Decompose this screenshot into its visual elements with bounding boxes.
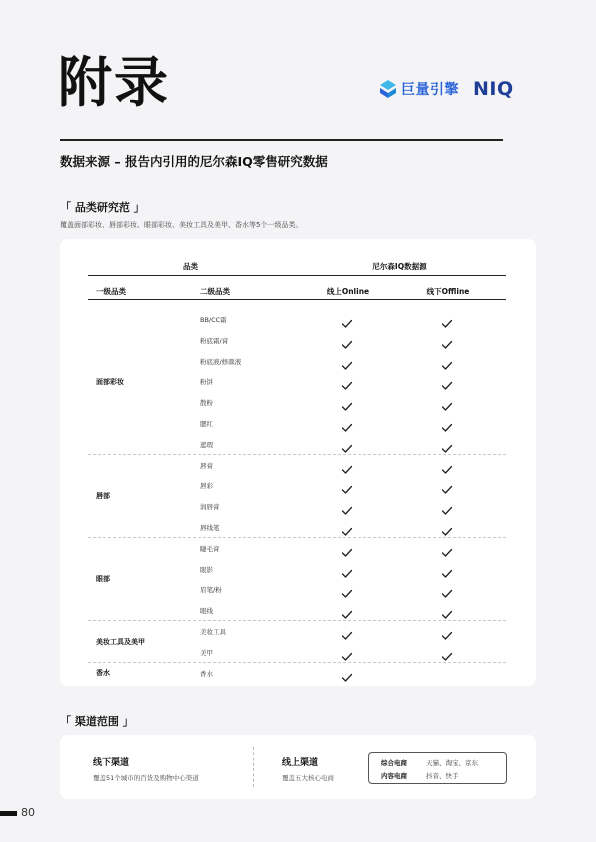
check-online-icon — [341, 356, 353, 366]
check-offline-icon — [441, 376, 453, 386]
category-section-title: 「 品类研究范 」 — [60, 201, 145, 214]
page-subtitle: 数据来源 – 报告内引用的尼尔森IQ零售研究数据 — [60, 154, 328, 169]
ecommerce-value-content: 抖音、快手 — [426, 772, 459, 780]
check-online-icon — [341, 335, 353, 345]
check-offline-icon — [441, 647, 453, 657]
check-online-icon — [341, 418, 353, 428]
category-table-card — [60, 239, 536, 686]
group-separator — [88, 662, 506, 663]
level2-category-label: 眉笔/粉 — [200, 586, 222, 595]
channel-section-title: 「 渠道范围 」 — [60, 715, 134, 728]
group-separator — [88, 454, 506, 455]
ocean-engine-logo — [378, 79, 459, 99]
check-offline-icon — [441, 356, 453, 366]
check-offline-icon — [441, 335, 453, 345]
table-col-online: 线上Online — [326, 287, 370, 296]
level2-category-label: 粉底霜/膏 — [200, 336, 229, 345]
check-online-icon — [341, 543, 353, 553]
table-col-level2: 二级品类 — [200, 287, 230, 296]
check-online-icon — [341, 647, 353, 657]
offline-channel-description: 覆盖51个城市的百货及购物中心渠道 — [93, 774, 199, 782]
table-header-category: 品类 — [183, 262, 198, 271]
level2-category-label: 唇彩 — [200, 482, 213, 491]
check-offline-icon — [441, 480, 453, 490]
level2-category-label: 香水 — [200, 669, 213, 678]
check-online-icon — [341, 626, 353, 636]
level2-category-label: 粉饼 — [200, 378, 213, 387]
check-online-icon — [341, 376, 353, 386]
online-channel-title: 线上渠道 — [282, 758, 319, 768]
channel-divider — [253, 747, 254, 787]
check-offline-icon — [441, 418, 453, 428]
group-separator — [88, 537, 506, 538]
level2-category-label: 散粉 — [200, 399, 213, 408]
level2-category-label: 美妆工具 — [200, 628, 226, 636]
level2-category-label: 遮瑕 — [200, 440, 213, 449]
check-online-icon — [341, 460, 353, 470]
level2-category-label: 腮红 — [200, 420, 213, 428]
page-number-bar — [0, 811, 17, 816]
niq-logo: NIQ — [473, 78, 514, 100]
table-col-level1: 一级品类 — [96, 287, 126, 296]
title-rule — [60, 139, 503, 141]
ocean-engine-logo-icon — [378, 79, 398, 99]
level2-category-label: 眼线 — [200, 607, 213, 616]
page-number: 80 — [21, 806, 35, 819]
check-offline-icon — [441, 543, 453, 553]
check-online-icon — [341, 314, 353, 324]
check-offline-icon — [441, 564, 453, 574]
level1-category-label: 眼部 — [96, 575, 110, 584]
level2-category-label: 眼影 — [200, 565, 213, 574]
level2-category-label: 睫毛膏 — [200, 544, 220, 553]
ocean-engine-logo-text: 巨量引擎 — [401, 82, 459, 98]
check-offline-icon — [441, 605, 453, 615]
check-online-icon — [341, 564, 353, 574]
online-channel-description: 覆盖五大核心电商 — [282, 774, 334, 782]
check-online-icon — [341, 501, 353, 511]
check-offline-icon — [441, 460, 453, 470]
ecommerce-label-general: 综合电商 — [381, 759, 407, 767]
check-offline-icon — [441, 439, 453, 449]
check-online-icon — [341, 584, 353, 594]
ecommerce-box — [368, 752, 507, 784]
check-offline-icon — [441, 501, 453, 511]
check-online-icon — [341, 522, 353, 532]
check-offline-icon — [441, 522, 453, 532]
check-offline-icon — [441, 314, 453, 324]
level2-category-label: 粉底液/修颜液 — [200, 357, 242, 366]
level1-category-label: 唇部 — [96, 492, 110, 501]
check-offline-icon — [441, 626, 453, 636]
level2-category-label: 美甲 — [200, 648, 213, 657]
level2-category-label: BB/CC霜 — [200, 316, 227, 324]
level1-category-label: 香水 — [96, 669, 110, 677]
table-column-rule — [88, 299, 506, 300]
brand-logos — [378, 78, 514, 100]
category-section-description: 覆盖面部彩妆、唇部彩妆、眼部彩妆、美妆工具及美甲、香水等5个一级品类。 — [60, 221, 303, 229]
check-online-icon — [341, 480, 353, 490]
table-header-source: 尼尔森IQ数据源 — [372, 262, 427, 271]
check-online-icon — [341, 668, 353, 678]
page-title: 附录 — [58, 51, 170, 114]
check-online-icon — [341, 605, 353, 615]
offline-channel-title: 线下渠道 — [93, 758, 130, 768]
channel-card — [60, 735, 536, 799]
level1-category-label: 美妆工具及美甲 — [96, 637, 145, 646]
check-online-icon — [341, 439, 353, 449]
table-col-offline: 线下Offline — [426, 287, 470, 296]
table-header-rule — [88, 275, 506, 276]
check-online-icon — [341, 397, 353, 407]
ecommerce-value-general: 天猫、淘宝、京东 — [426, 759, 478, 767]
group-separator — [88, 620, 506, 621]
check-offline-icon — [441, 397, 453, 407]
check-offline-icon — [441, 584, 453, 594]
ecommerce-label-content: 内容电商 — [381, 772, 407, 780]
level1-category-label: 面部彩妆 — [96, 377, 124, 386]
level2-category-label: 唇膏 — [200, 461, 213, 470]
level2-category-label: 润唇膏 — [200, 503, 220, 512]
level2-category-label: 唇线笔 — [200, 524, 220, 532]
